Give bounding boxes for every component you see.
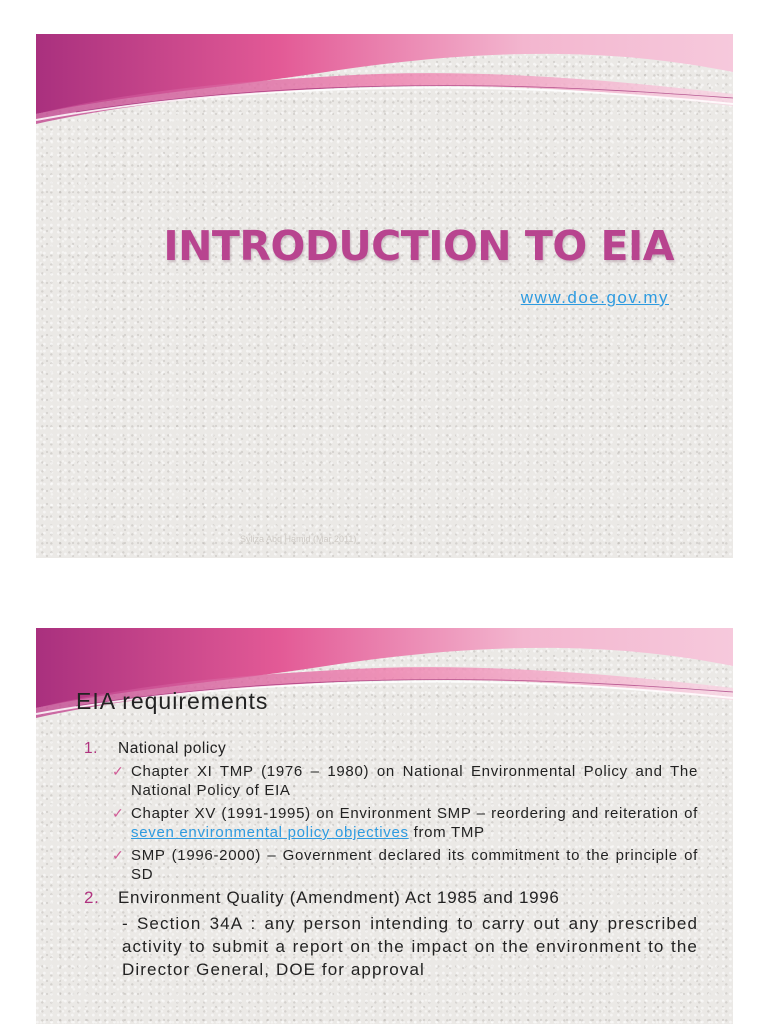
- list-item-eqa: [84, 888, 698, 908]
- doe-website-link[interactable]: www.doe.gov.my: [520, 288, 669, 307]
- header-wave-decoration: [36, 34, 733, 154]
- sub-item-text: SMP (1996-2000) – Government declared its commitment to the principle of SD: [131, 847, 698, 883]
- requirements-list: [84, 740, 698, 981]
- policy-objectives-link[interactable]: seven environmental policy objectives: [131, 824, 409, 841]
- check-icon: ✓: [112, 805, 125, 821]
- list-item-national-policy: [84, 740, 698, 758]
- list-item-label: Environment Quality (Amendment) Act 1985 and 1996: [118, 888, 560, 907]
- list-item-label: National policy: [118, 740, 227, 757]
- sub-item: [84, 846, 698, 884]
- sub-item-text: from TMP: [408, 824, 485, 841]
- sub-item: [84, 804, 698, 842]
- slide-title: [36, 34, 733, 558]
- list-number: 2.: [84, 888, 100, 907]
- slide-eia-requirements: [36, 628, 733, 1024]
- slide-heading: EIA requirements: [76, 688, 269, 714]
- slide-title-text: INTRODUCTION TO EIA: [163, 222, 674, 270]
- sub-item: [84, 762, 698, 800]
- check-icon: ✓: [112, 847, 125, 863]
- section-34a-text: - Section 34A : any person intending to carry out any prescribed activity to submit a report on the impact on the environment to the Director General, DOE for approval: [122, 914, 698, 979]
- sub-item-text: Chapter XI TMP (1976 – 1980) on National Environmental Policy and The National Policy of EIA: [131, 763, 698, 799]
- slide-footer: Syliza Abd Hamid (Mar 2011): [240, 534, 357, 544]
- list-number: 1.: [84, 740, 98, 757]
- check-icon: ✓: [112, 763, 125, 779]
- sub-item-text: Chapter XV (1991-1995) on Environment SMP – reordering and reiteration of: [131, 805, 698, 822]
